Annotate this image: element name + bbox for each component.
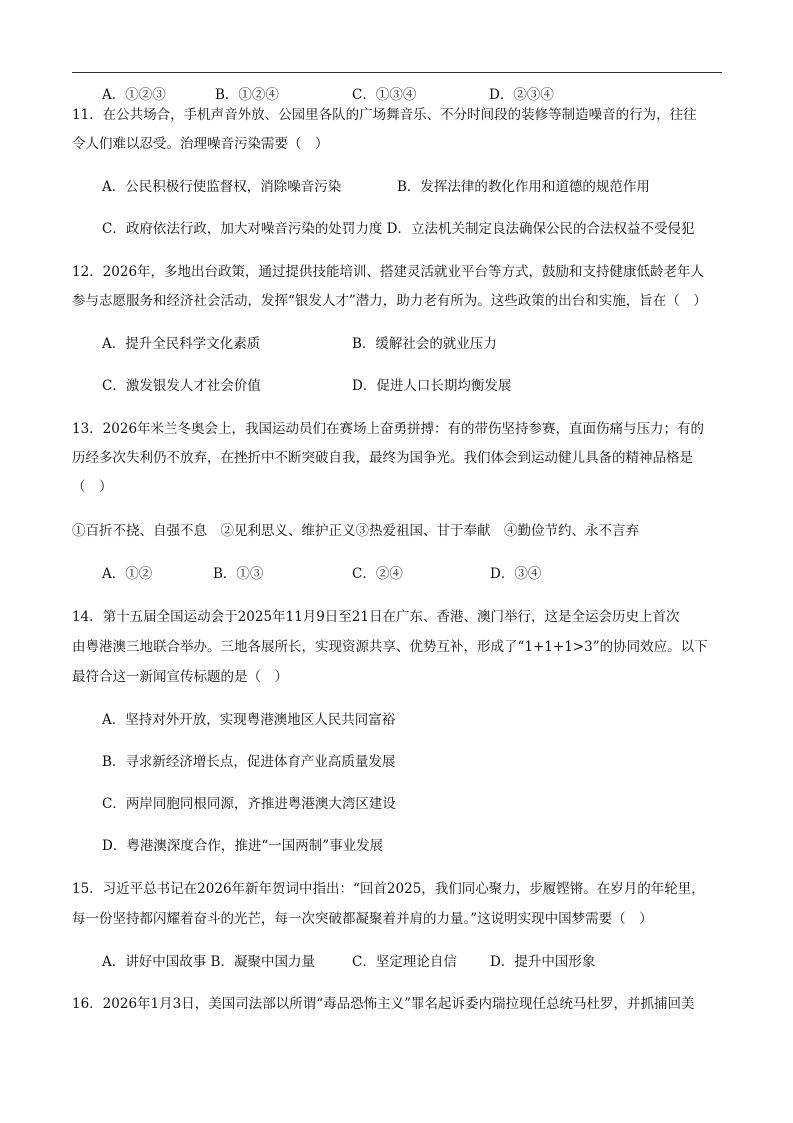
q13-option-c: C．②④ (352, 566, 403, 582)
q15-option-ab: A．讲好中国故事 B．凝聚中国力量 (102, 954, 315, 970)
q12-line1: 12．2026年，多地出台政策，通过提供技能培训、搭建灵活就业平台等方式，鼓励和支持健康低龄老年人 (72, 264, 705, 280)
q11-line1: 11．在公共场合，手机声音外放、公园里各队的广场舞音乐、不分时间段的装修等制造噪音的行为，往往 (72, 107, 697, 123)
option-d: D．②③④ (489, 87, 554, 103)
q15-line2: 每一份坚持都闪耀着奋斗的光芒，每一次突破都凝聚着并肩的力量。”这说明实现中国梦需要（ ） (72, 911, 653, 927)
q12-line2: 参与志愿服务和经济社会活动，发挥“银发人才”潜力，助力老有所为。这些政策的出台和实施，旨在（ ） (72, 293, 707, 309)
q12-option-b: B．缓解社会的就业压力 (352, 336, 497, 352)
q11-option-a: A．公民积极行使监督权，消除噪音污染 (102, 179, 342, 195)
q14-option-c: C．两岸同胞同根同源，齐推进粤港澳大湾区建设 (102, 796, 396, 812)
q13-line2: 历经多次失利仍不放弃，在挫折中不断突破自我，最终为国争光。我们体会到运动健儿具备的精神品格是 (72, 450, 693, 466)
q15-option-d: D．提升中国形象 (490, 954, 596, 970)
q13-items: ①百折不挠、自强不息 ②见利思义、维护正义③热爱祖国、甘于奉献 ④勤俭节约、永不言弃 (72, 523, 639, 539)
q15-line1: 15．习近平总书记在2026年新年贺词中指出：“回首2025，我们同心聚力，步履铿锵。在岁月的年轮里， (72, 881, 705, 897)
q13-option-a: A．①② (102, 566, 153, 582)
option-a: A．①②③ (102, 87, 166, 103)
q11-option-b: B．发挥法律的教化作用和道德的规范作用 (397, 179, 650, 195)
q14-option-a: A．坚持对外开放，实现粤港澳地区人民共同富裕 (102, 712, 396, 728)
q13-line1: 13．2026年米兰冬奥会上，我国运动员们在赛场上奋勇拼搏：有的带伤坚持参赛，直面伤痛与压力；有的 (72, 421, 705, 437)
q12-option-d: D．促进人口长期均衡发展 (352, 378, 512, 394)
q14-line2: 由粤港澳三地联合举办。三地各展所长，实现资源共享、优势互补，形成了“1+1+1>3”的协同效应。以下 (72, 639, 708, 655)
option-b: B．①②④ (215, 87, 279, 103)
q14-line3: 最符合这一新闻宣传标题的是（ ） (72, 669, 288, 685)
header-rule (72, 72, 722, 73)
q14-option-b: B．寻求新经济增长点，促进体育产业高质量发展 (102, 754, 396, 770)
q14-option-d: D．粤港澳深度合作，推进“一国两制”事业发展 (102, 838, 384, 854)
q13-option-b: B．①③ (213, 566, 264, 582)
q11-line2: 令人们难以忍受。治理噪音污染需要（ ） (72, 136, 329, 152)
option-c: C．①③④ (352, 87, 417, 103)
q15-option-c: C．坚定理论自信 (352, 954, 457, 970)
q12-option-c: C．激发银发人才社会价值 (102, 378, 261, 394)
q16-line1: 16．2026年1月3日，美国司法部以所谓“毒品恐怖主义”罪名起诉委内瑞拉现任总统马杜罗，并抓捕回美 (72, 996, 695, 1012)
q13-option-d: D．③④ (490, 566, 542, 582)
q13-line3: （ ） (72, 479, 113, 495)
q12-option-a: A．提升全民科学文化素质 (102, 336, 261, 352)
q11-option-cd: C．政府依法行政，加大对噪音污染的处罚力度 D．立法机关制定良法确保公民的合法权益不受侵犯 (102, 221, 695, 237)
q14-line1: 14．第十五届全国运动会于2025年11月9日至21日在广东、香港、澳门举行，这是全运会历史上首次 (72, 609, 680, 625)
